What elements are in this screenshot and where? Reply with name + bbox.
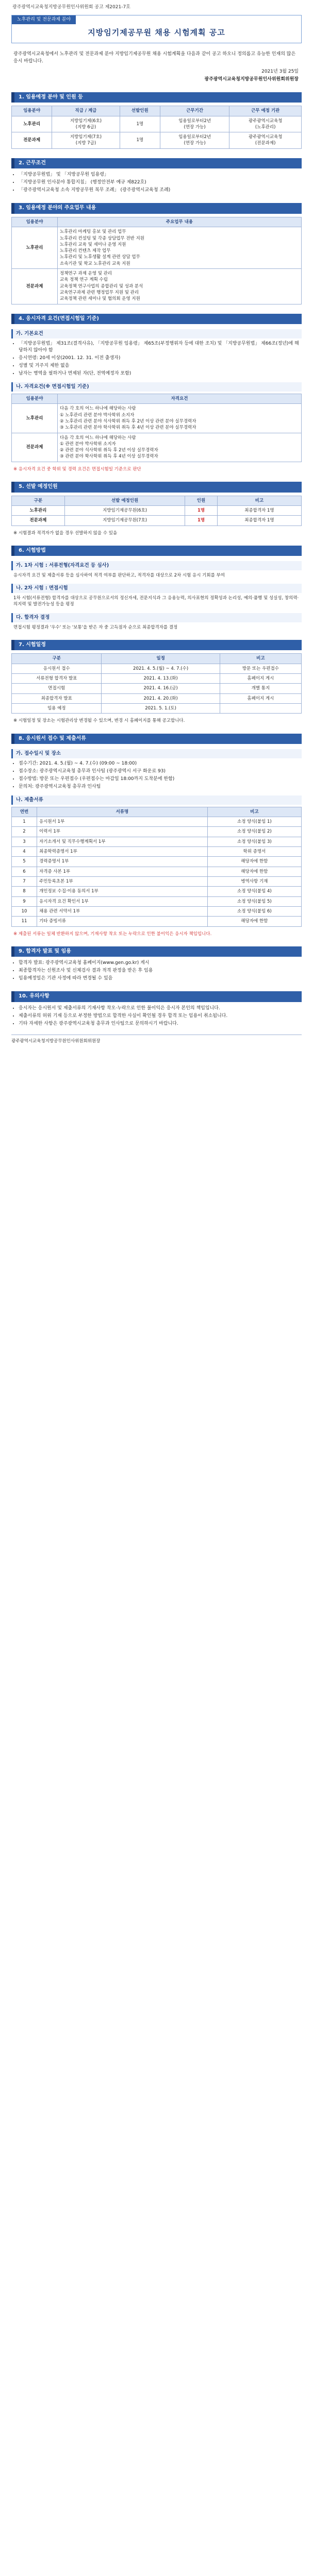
section-4-title: 4. 응시자격 요건(면접시험일 기준): [11, 314, 302, 325]
col-header: 근무기간: [160, 106, 229, 116]
col-header: 비고: [207, 807, 301, 817]
list-item: • 「지방공무원법」 및 「지방공무원 임용령」: [19, 172, 302, 178]
cell: 광주광역시교육청 (전문과제): [229, 132, 302, 149]
announce-date: 2021년 3월 25일: [261, 69, 299, 74]
cell: 전문과제: [12, 516, 65, 526]
table-row: [12, 817, 302, 827]
cell: 전문과제: [12, 269, 58, 304]
cell: 4: [12, 847, 37, 857]
cell: 임용 예정: [12, 703, 102, 713]
list-item: • 최종합격자는 신원조사 및 신체검사 결과 적격 판정을 받은 후 임용: [19, 968, 302, 974]
cell: 10: [12, 906, 37, 916]
cell: 1명: [120, 116, 160, 132]
documents-note: ※ 제출된 서류는 일체 반환하지 않으며, 기재사항 착오 또는 누락으로 인한 불이익은 응시자 책임입니다.: [13, 931, 212, 937]
documents-table: [11, 807, 302, 927]
cell: 3: [12, 837, 37, 846]
subsection-title: 나. 2차 시험 : 면접시험: [11, 584, 302, 593]
cell: 홈페이지 게시: [220, 673, 301, 683]
paragraph: 응시자격 요건 및 제출서류 등을 심사하여 적격 여부를 판단하고, 적격자를 대상으로 2차 시험 응시 기회를 부여: [13, 573, 225, 579]
position-table: [11, 106, 302, 149]
col-header: 선발인원: [120, 106, 160, 116]
table-row: [12, 269, 302, 304]
col-header: 근무 예정 기관: [229, 106, 302, 116]
cell: 2021. 4. 5.(월) ~ 4. 7.(수): [102, 664, 220, 673]
table-row: [12, 827, 302, 837]
table-row: [12, 116, 302, 132]
cell: 최종합격자 1명: [217, 505, 301, 515]
cell: 최종합격자 1명: [217, 516, 301, 526]
quota-note: ※ 시험결과 적격자가 없을 경우 선발하지 않을 수 있음: [13, 530, 118, 536]
cell: 노후관리: [12, 505, 65, 515]
cell: 2021. 4. 20.(화): [102, 693, 220, 703]
duties-table: [11, 217, 302, 304]
col-header: 주요업무 내용: [58, 217, 302, 227]
cell: 전문과제: [12, 132, 52, 149]
cell: 8: [12, 887, 37, 896]
col-header: 연번: [12, 807, 37, 817]
cell: 기타 증빙서류: [37, 917, 208, 926]
cell: 해당자에 한함: [207, 857, 301, 867]
table-row: [12, 917, 302, 926]
cell: 해당자에 한함: [207, 917, 301, 926]
cell: 11: [12, 917, 37, 926]
result-list: [11, 960, 302, 982]
col-header: 서류명: [37, 807, 208, 817]
section-10-title: 10. 유의사항: [11, 991, 302, 1002]
cell: 개인정보 수집·이용 동의서 1부: [37, 887, 208, 896]
cell: 최종학력증명서 1부: [37, 847, 208, 857]
cell: 최종합격자 발표: [12, 693, 102, 703]
col-header: 선발 예정인원: [64, 496, 185, 505]
condition-list: [11, 172, 302, 194]
subsection-title: 다. 합격자 결정: [11, 613, 302, 622]
table-row: [12, 847, 302, 857]
quota-table: [11, 496, 302, 526]
qualification-note: ※ 응시자격 요건 중 학위 및 경력 요건은 면접시험일 기준으로 판단: [13, 466, 141, 472]
cell: 소정 양식(붙임 3): [207, 837, 301, 846]
cell: 전문과제: [12, 433, 58, 462]
cell: 지방임기제(7호) (지방 7급): [52, 132, 120, 149]
cell: 지방임기제(6호) (지방 6급): [52, 116, 120, 132]
cell: 홈페이지 게시: [220, 693, 301, 703]
table-row: [12, 703, 302, 713]
table-row: [12, 896, 302, 906]
cell: 자기소개서 및 직무수행계획서 1부: [37, 837, 208, 846]
cell: 7: [12, 876, 37, 886]
cell: 경력증명서 1부: [37, 857, 208, 867]
cell: 소정 양식(붙임 6): [207, 906, 301, 916]
cell: 응시자격 요건 확인서 1부: [37, 896, 208, 906]
section-2-title: 2. 근무조건: [11, 158, 302, 169]
section-1-title: 1. 임용예정 분야 및 인원 등: [11, 92, 302, 103]
list-item: • 기타 자세한 사항은 광주광역시교육청 총무과 인사팀으로 문의하시기 바랍니다.: [19, 1021, 302, 1027]
basic-req-list: [11, 341, 302, 377]
cell: 면접시험: [12, 684, 102, 693]
schedule-note: ※ 시험일정 및 장소는 시험관리상 변경될 수 있으며, 변경 시 홈페이지를 통해 공고합니다.: [13, 718, 185, 724]
table-row: [12, 887, 302, 896]
list-item: • 임용예정일은 기관 사정에 따라 변경될 수 있음: [19, 975, 302, 982]
list-item: • 「광주광역시교육청 소속 지방공무원 복무 조례」 (광주광역시교육청 조례): [19, 187, 302, 194]
cell: 자격증 사본 1부: [37, 867, 208, 876]
cell: 5: [12, 857, 37, 867]
qualification-table: [11, 394, 302, 462]
table-row: [12, 404, 302, 433]
cell: 1명: [185, 505, 218, 515]
list-item: • 남자는 병역을 필하거나 면제된 자(단, 전역예정자 포함): [19, 370, 302, 377]
list-item: • 응시연령: 20세 이상(2001. 12. 31. 이전 출생자): [19, 355, 302, 362]
col-header: 인원: [185, 496, 218, 505]
cell: 지방임기제공무원(7호): [64, 516, 185, 526]
subsection-title: 나. 자격요건(※ 면접시험일 기준): [11, 382, 302, 392]
cell: 2021. 4. 13.(화): [102, 673, 220, 683]
cell: 1명: [120, 132, 160, 149]
cell: 주민등록초본 1부: [37, 876, 208, 886]
list-item: • 성별 및 거주지 제한 없음: [19, 363, 302, 369]
schedule-table: [11, 653, 302, 714]
cell: 노후관리 마케팅 홍보 및 관리 업무 노후관리 컨설팅 및 각종 상담업무 전반 지원 노후관리 교육 및 세미나 운영 지원 노후관리 컨텐츠 제작 업무 노후관리 및 노후생활 설계 관련 상담 업무 소속기관 및 학교 노후관리 교육 지원: [58, 227, 302, 269]
cell: 6: [12, 867, 37, 876]
table-row: [12, 132, 302, 149]
paragraph: 면접시험 평정결과 '우수' 또는 '보통'을 받은 자 중 고득점자 순으로 최종합격자를 결정: [13, 624, 178, 630]
section-8-title: 8. 응시원서 접수 및 제출서류: [11, 734, 302, 744]
cell: 다음 각 호의 어느 하나에 해당하는 사람 ① 관련 분야 박사학위 소지자 ② 관련 분야 석사학위 취득 후 2년 이상 실무경력자 ③ 관련 분야 학사학위 취득 후 4년 이상 실무경력자: [58, 433, 302, 462]
cell: 개별 통지: [220, 684, 301, 693]
table-row: [12, 906, 302, 916]
table-row: [12, 664, 302, 673]
cell: 2021. 5. 1.(토): [102, 703, 220, 713]
cell: 정책연구 과제 운영 및 관리 교육 정책 연구 계획 수립 교육정책 연구사업의 종합관리 및 성과 분석 교육연구과제 관련 행정업무 지원 및 관리 교육정책 관련 세미나 및 협의회 운영 지원: [58, 269, 302, 304]
cell: 해당자에 한함: [207, 867, 301, 876]
subsection-title: 가. 기본요건: [11, 329, 302, 338]
list-item: • 「지방공무원법」 제31조(결격사유), 「지방공무원 임용령」 제65조(부정행위자 등에 대한 조치) 및 「지방공무원법」 제66조(정년)에 해당하지 않아야 함: [19, 341, 302, 354]
col-header: 비고: [217, 496, 301, 505]
table-row: [12, 433, 302, 462]
table-row: [12, 227, 302, 269]
table-row: [12, 693, 302, 703]
cell: 다음 각 호의 어느 하나에 해당하는 사람 ① 노후관리 관련 분야 박사학위 소지자 ② 노후관리 관련 분야 석사학위 취득 후 2년 이상 관련 분야 실무경력자 ③ 노후관리 관련 분야 학사학위 취득 후 4년 이상 관련 분야 실무경력자: [58, 404, 302, 433]
cell: 임용일로부터2년 (연장 가능): [160, 132, 229, 149]
col-header: 직급 / 계급: [52, 106, 120, 116]
cell: 응시원서 1부: [37, 817, 208, 827]
section-6-title: 6. 시험방법: [11, 546, 302, 556]
cell: 채용 관련 서약서 1부: [37, 906, 208, 916]
application-list: [11, 760, 302, 790]
doc-number: 광주광역시교육청지방공무원인사위원회 공고 제2021-7호: [12, 5, 130, 10]
cell: 병역사항 기재: [207, 876, 301, 886]
cell: 임용일로부터2년 (연장 가능): [160, 116, 229, 132]
list-item: • 「지방공무원 인사분야 통합지침」 (행정안전부 예규 제822호): [19, 179, 302, 186]
cell: 지방임기제공무원(6호): [64, 505, 185, 515]
section-9-title: 9. 합격자 발표 및 임용: [11, 946, 302, 957]
table-row: [12, 857, 302, 867]
col-header: 임용분야: [12, 394, 58, 403]
col-header: 구분: [12, 654, 102, 664]
title-sub: 노후관리 및 전문과제 분야: [12, 15, 76, 24]
intro-text: 광주광역시교육청에서 노후관리 및 전문과제 분야 지방임기제공무원 채용 시험계획을 다음과 같이 공고 하오니 정의롭고 유능한 인재의 많은 응시 바랍니다.: [13, 51, 296, 64]
footer: [11, 1035, 302, 1044]
cell: 1명: [185, 516, 218, 526]
subsection-title: 가. 1차 시험 : 서류전형(자격요건 등 심사): [11, 561, 302, 570]
list-item: • 접수방법: 방문 또는 우편접수 (우편접수는 마감일 18:00까지 도착분에 한함): [19, 776, 302, 783]
cell: 광주광역시교육청 (노후관리): [229, 116, 302, 132]
table-row: [12, 673, 302, 683]
footer-text: 광주광역시교육청지방공무원인사위원회위원장: [11, 1039, 101, 1044]
section-3-title: 3. 임용예정 분야의 주요업무 내용: [11, 203, 302, 214]
list-item: • 접수장소: 광주광역시교육청 총무과 인사팀 (광주광역시 서구 화운로 93): [19, 768, 302, 775]
document-page: [0, 0, 313, 1044]
cell: 방문 또는 우편접수: [220, 664, 301, 673]
col-header: 비고: [220, 654, 301, 664]
col-header: 자격요건: [58, 394, 302, 403]
cell: 2: [12, 827, 37, 837]
paragraph: 1차 시험(서류전형) 합격자를 대상으로 공무원으로서의 정신자세, 전문지식과 그 응용능력, 의사표현의 정확성과 논리성, 예의·품행 및 성실성, 창의력·의지력 및 발전가능성 등을 평정: [13, 596, 299, 607]
col-header: 임용분야: [12, 106, 52, 116]
cell: 소정 양식(붙임 5): [207, 896, 301, 906]
table-row: [12, 516, 302, 526]
table-row: [12, 867, 302, 876]
cell: [220, 703, 301, 713]
section-5-title: 5. 선발 예정인원: [11, 482, 302, 493]
table-row: [12, 684, 302, 693]
cell: 소정 양식(붙임 4): [207, 887, 301, 896]
cell: 노후관리: [12, 116, 52, 132]
table-row: [12, 876, 302, 886]
table-row: [12, 505, 302, 515]
cell: 이력서 1부: [37, 827, 208, 837]
caution-list: [11, 1005, 302, 1027]
cell: 응시원서 접수: [12, 664, 102, 673]
cell: 2021. 4. 16.(금): [102, 684, 220, 693]
cell: 1: [12, 817, 37, 827]
subsection-title: 나. 제출서류: [11, 795, 302, 805]
announce-org: 광주광역시교육청지방공무원인사위원회위원장: [204, 76, 299, 82]
cell: 소정 양식(붙임 1): [207, 817, 301, 827]
list-item: • 응시자는 응시원서 및 제출서류의 기재사항 착오·누락으로 인한 불이익은 응시자 본인의 책임입니다.: [19, 1005, 302, 1012]
table-row: [12, 837, 302, 846]
list-item: • 합격자 발표: 광주광역시교육청 홈페이지(www.gen.go.kr) 게시: [19, 960, 302, 967]
cell: 소정 양식(붙임 2): [207, 827, 301, 837]
list-item: • 제출서류의 허위 기재 등으로 부정한 방법으로 합격한 사실이 확인될 경우 합격 또는 임용이 취소됩니다.: [19, 1013, 302, 1020]
cell: 학위 증명서: [207, 847, 301, 857]
title-box: [11, 15, 302, 43]
subsection-title: 가. 접수일시 및 장소: [11, 749, 302, 758]
list-item: • 접수기간: 2021. 4. 5.(월) ~ 4. 7.(수) (09:00 ~ 18:00): [19, 760, 302, 767]
section-7-title: 7. 시험일정: [11, 640, 302, 651]
cell: 서류전형 합격자 발표: [12, 673, 102, 683]
col-header: 구분: [12, 496, 65, 505]
col-header: 임용분야: [12, 217, 58, 227]
cell: 노후관리: [12, 227, 58, 269]
col-header: 일정: [102, 654, 220, 664]
page-title: 지방임기제공무원 채용 시험계획 공고: [88, 28, 225, 38]
list-item: • 문의처: 광주광역시교육청 총무과 인사팀: [19, 784, 302, 790]
cell: 노후관리: [12, 404, 58, 433]
cell: 9: [12, 896, 37, 906]
